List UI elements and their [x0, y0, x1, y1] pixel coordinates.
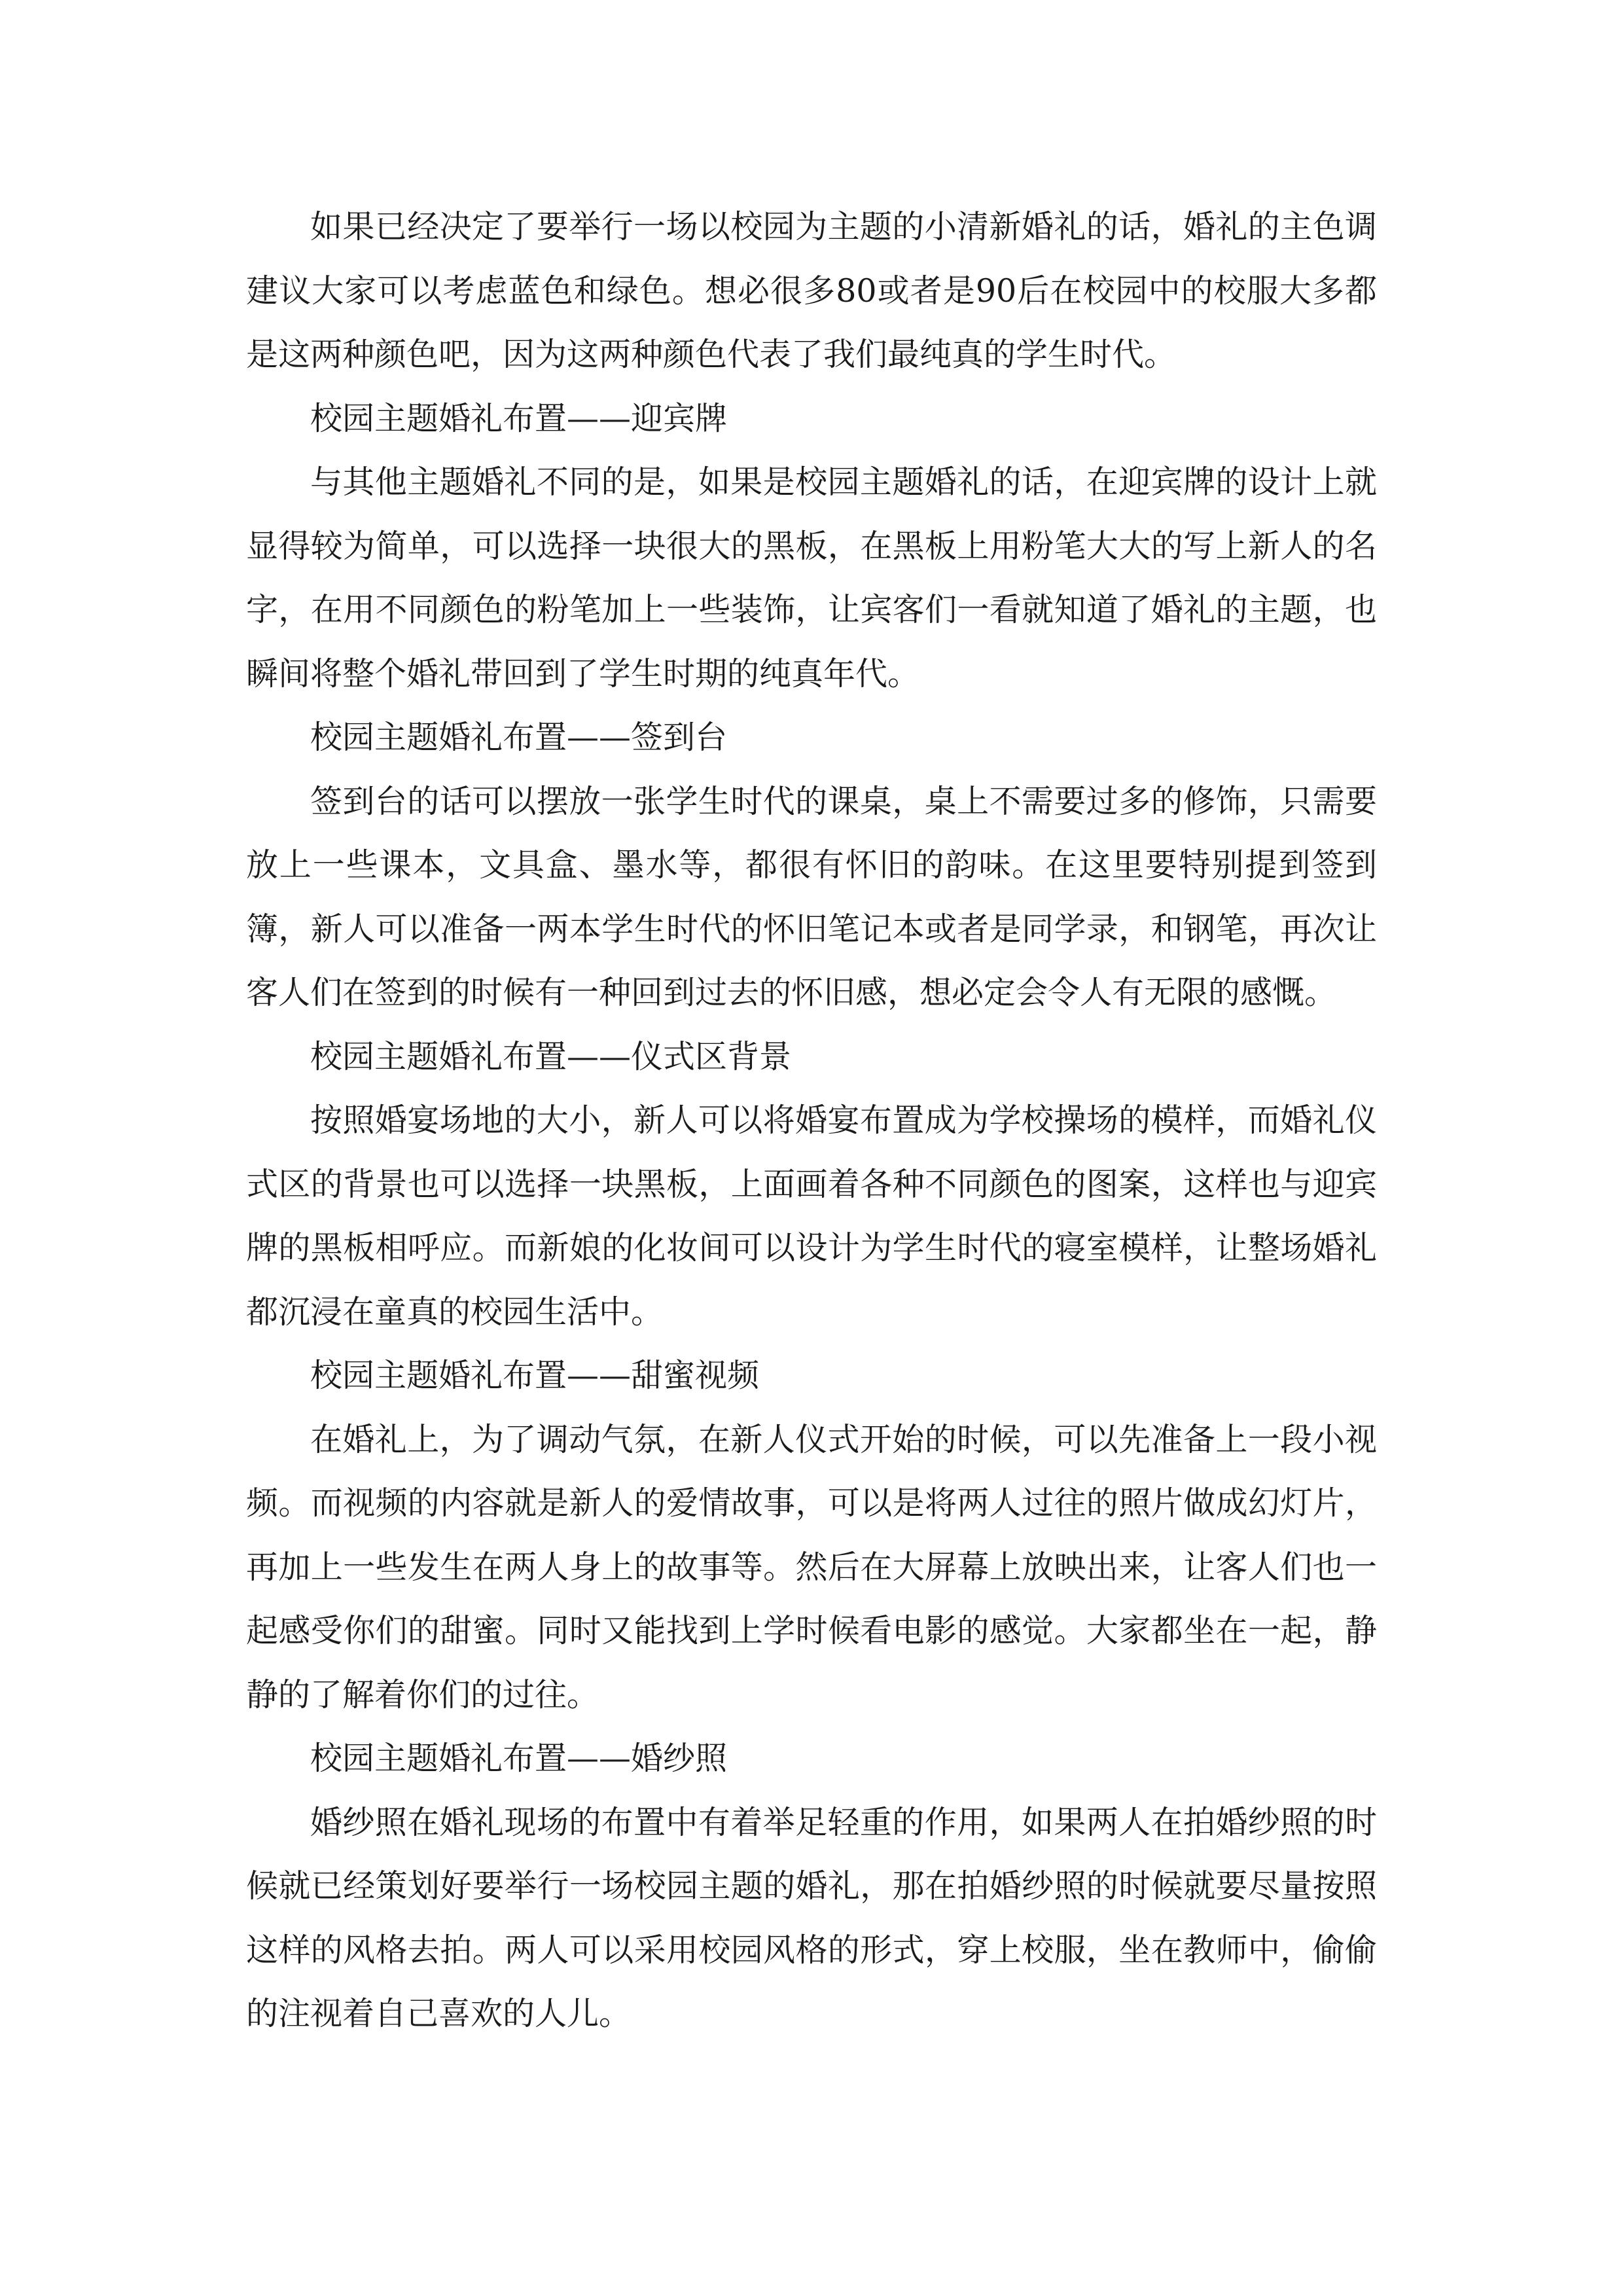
wedding-photos-paragraph: 婚纱照在婚礼现场的布置中有着举足轻重的作用，如果两人在拍婚纱照的时候就已经策划好要举行一场校园主题的婚礼，那在拍婚纱照的时候就要尽量按照这样的风格去拍。两人可以采用校园风格的形式，穿上校服，坐在教师中，偷偷的注视着自己喜欢的人儿。 [246, 1803, 1377, 2032]
document-body [246, 195, 1377, 2046]
sweet-video-paragraph: 在婚礼上，为了调动气氛，在新人仪式开始的时候，可以先准备上一段小视频。而视频的内容就是新人的爱情故事，可以是将两人过往的照片做成幻灯片，再加上一些发生在两人身上的故事等。然后在大屏幕上放映出来，让客人们也一起感受你们的甜蜜。同时又能找到上学时候看电影的感觉。大家都坐在一起，静静的了解着你们的过往。 [246, 1420, 1377, 1713]
welcome-sign-paragraph: 与其他主题婚礼不同的是，如果是校园主题婚礼的话，在迎宾牌的设计上就显得较为简单，可以选择一块很大的黑板，在黑板上用粉笔大大的写上新人的名字，在用不同颜色的粉笔加上一些装饰，让宾客们一看就知道了婚礼的主题，也瞬间将整个婚礼带回到了学生时期的纯真年代。 [246, 463, 1377, 692]
sign-in-table-paragraph: 签到台的话可以摆放一张学生时代的课桌，桌上不需要过多的修饰，只需要放上一些课本，文具盒、墨水等，都很有怀旧的韵味。在这里要特别提到签到簿，新人可以准备一两本学生时代的怀旧笔记本或者是同学录，和钢笔，再次让客人们在签到的时候有一种回到过去的怀旧感，想必定会令人有无限的感慨。 [246, 782, 1377, 1011]
section-heading-ceremony-backdrop: 校园主题婚礼布置——仪式区背景 [310, 1037, 792, 1075]
section-heading-sweet-video: 校园主题婚礼布置——甜蜜视频 [310, 1357, 760, 1394]
intro-paragraph: 如果已经决定了要举行一场以校园为主题的小清新婚礼的话，婚礼的主色调建议大家可以考虑蓝色和绿色。想必很多80或者是90后在校园中的校服大多都是这两种颜色吧，因为这两种颜色代表了我们最纯真的学生时代。 [246, 208, 1377, 373]
ceremony-backdrop-paragraph: 按照婚宴场地的大小，新人可以将婚宴布置成为学校操场的模样，而婚礼仪式区的背景也可以选择一块黑板，上面画着各种不同颜色的图案，这样也与迎宾牌的黑板相呼应。而新娘的化妆间可以设计为学生时代的寝室模样，让整场婚礼都沉浸在童真的校园生活中。 [246, 1102, 1377, 1331]
section-heading-sign-in-table: 校园主题婚礼布置——签到台 [310, 719, 728, 756]
section-heading-welcome-sign: 校园主题婚礼布置——迎宾牌 [310, 399, 728, 437]
section-heading-wedding-photos: 校园主题婚礼布置——婚纱照 [310, 1740, 728, 1777]
